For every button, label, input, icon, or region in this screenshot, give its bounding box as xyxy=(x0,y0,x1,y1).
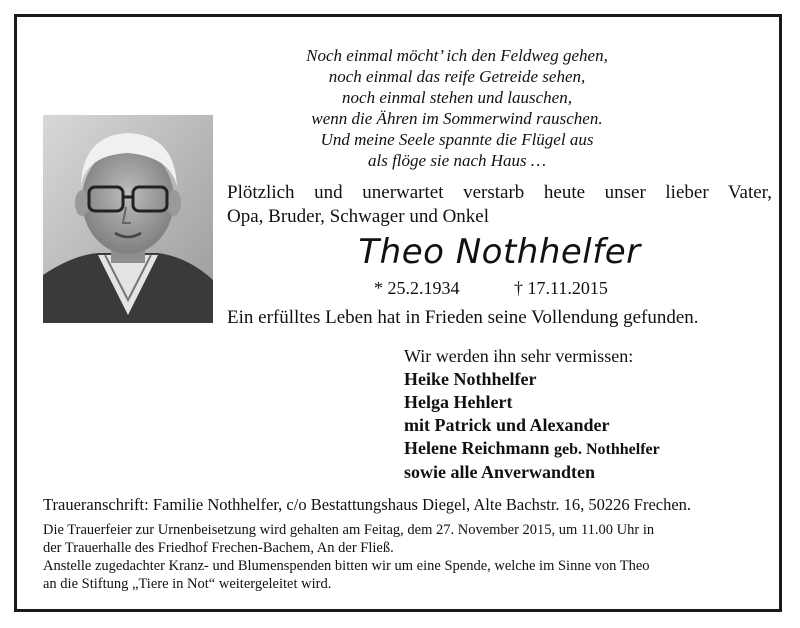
portrait-illustration xyxy=(43,115,213,323)
poem-line: Noch einmal möcht’ ich den Feldweg gehen, xyxy=(306,46,608,65)
details-line: Die Trauerfeier zur Urnenbeisetzung wird gehalten am Feitag, dem 27. November 2015, um 11.00 Uhr in xyxy=(43,522,655,538)
mourner-name: mit Patrick und Alexander xyxy=(404,415,610,435)
poem-line: Und meine Seele spannte die Flügel aus xyxy=(320,130,594,149)
poem-line: als flöge sie nach Haus … xyxy=(367,151,547,170)
maiden-name: geb. Nothhelfer xyxy=(554,441,660,458)
details-line: Anstelle zugedachter Kranz- und Blumenspenden bitten wir um eine Spende, welche im Sinne von Theo xyxy=(43,558,650,574)
details-line: der Trauerhalle des Friedhof Frechen-Bachem, An der Fließ. xyxy=(43,540,394,556)
poem-line: wenn die Ähren im Sommerwind rauschen. xyxy=(311,109,603,128)
details-line: an die Stiftung „Tiere in Not“ weitergeleitet wird. xyxy=(43,576,332,592)
death-date: † 17.11.2015 xyxy=(514,278,608,298)
mourners-lead: Wir werden ihn sehr vermissen: xyxy=(404,346,634,366)
mourners-list xyxy=(404,345,660,484)
mourner-name: Heike Nothhelfer xyxy=(404,369,537,389)
announcement-line-1: Plötzlich und unerwartet verstarb heute unser lieber Vater, xyxy=(227,182,772,203)
mourner-name: Helene Reichmann xyxy=(404,438,550,458)
poem-line: noch einmal stehen und lauschen, xyxy=(342,88,572,107)
mourner-name: Helga Hehlert xyxy=(404,392,513,412)
fulfilled-life-text: Ein erfülltes Leben hat in Frieden seine Vollendung gefunden. xyxy=(227,307,699,328)
birth-date: * 25.2.1934 xyxy=(374,278,460,298)
portrait-photo xyxy=(43,115,213,323)
mourner-relatives: sowie alle Anverwandten xyxy=(404,462,595,482)
mourning-address: Traueranschrift: Familie Nothhelfer, c/o Bestattungshaus Diegel, Alte Bachstr. 16, 50226 Frechen. xyxy=(43,495,692,514)
poem-line: noch einmal das reife Getreide sehen, xyxy=(328,67,586,86)
funeral-details xyxy=(43,521,763,593)
obituary-card xyxy=(14,14,782,612)
announcement-line-2: Opa, Bruder, Schwager und Onkel xyxy=(227,206,490,227)
poem xyxy=(267,45,647,171)
deceased-name: Theo Nothhelfer xyxy=(358,232,641,272)
mourner-name-helene xyxy=(404,437,660,461)
